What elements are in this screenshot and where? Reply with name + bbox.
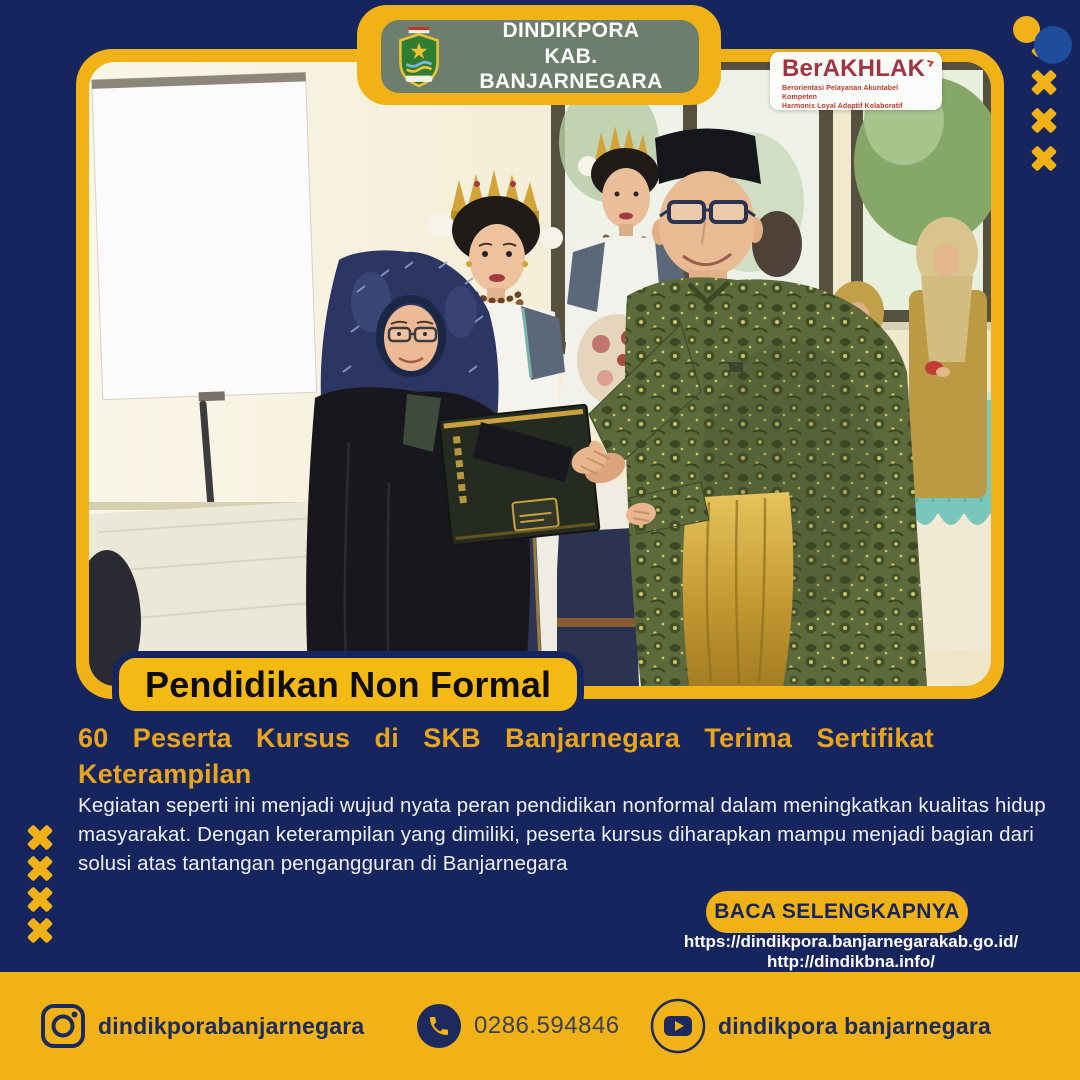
instagram-icon (40, 1003, 86, 1049)
body-text: Kegiatan seperti ini menjadi wujud nyata peran pendidikan nonformal dalam meningkatkan kualitas hidup masyarakat. Dengan keterampilan yang dimiliki, peserta kursus diharapkan mampu menjadi bagian dari solusi atas tantangan pengangguran di Banjarnegara (78, 794, 1046, 876)
category-banner-label: Pendidikan Non Formal (145, 663, 552, 705)
certificate-folder (439, 405, 599, 546)
x-mark-icon (27, 855, 52, 880)
berakhlak-logo (770, 52, 942, 110)
youtube-handle: dindikpora banjarnegara (718, 1012, 991, 1039)
footer-phone[interactable] (416, 1003, 620, 1049)
phone-number: 0286.594846 (474, 1012, 620, 1039)
x-mark-icon (27, 886, 52, 911)
x-mark-icon (27, 917, 52, 942)
decor-dot-blue (1034, 26, 1072, 64)
footer-youtube[interactable] (650, 998, 991, 1054)
x-mark-icon (1031, 69, 1057, 95)
standing-woman (909, 217, 987, 498)
website-url-secondary[interactable]: http://dindikbna.info/ (766, 951, 936, 971)
instagram-handle: dindikporabanjarnegara (98, 1012, 365, 1039)
decor-x-column-left (27, 824, 52, 942)
berakhlak-tagline: Berorientasi Pelayanan Akuntabel Kompeten Harmonis Loyal Adaptif Kolaboratif (782, 85, 903, 111)
website-url-primary[interactable]: https://dindikpora.banjarnegarakab.go.id/ (683, 932, 1019, 951)
berakhlak-title: BerAKHLAK (782, 55, 926, 82)
photo-card (76, 49, 1004, 699)
chevron-right-icon (925, 53, 937, 72)
footer-instagram[interactable] (40, 1003, 364, 1049)
agency-name (453, 18, 689, 95)
x-mark-icon (1031, 107, 1057, 133)
read-more-button[interactable]: BACA SELENGKAPNYA (706, 891, 968, 933)
x-mark-icon (27, 824, 52, 849)
x-mark-icon (1031, 145, 1057, 171)
phone-icon (416, 1003, 462, 1049)
footer-bar (0, 972, 1080, 1080)
banjarnegara-crest-logo (395, 27, 443, 87)
youtube-icon (650, 998, 706, 1054)
agency-name-line2: KAB. BANJARNEGARA (479, 44, 663, 94)
agency-badge-plate (381, 20, 699, 93)
agency-name-line1: DINDIKPORA (502, 19, 640, 43)
ceremony-photo (89, 62, 991, 686)
category-banner (112, 651, 584, 718)
projector-screen (92, 72, 317, 404)
website-urls (650, 933, 1052, 972)
agency-badge (357, 5, 721, 105)
headline: 60 Peserta Kursus di SKB Banjarnegara Terima Sertifikat Keterampilan (78, 723, 934, 790)
